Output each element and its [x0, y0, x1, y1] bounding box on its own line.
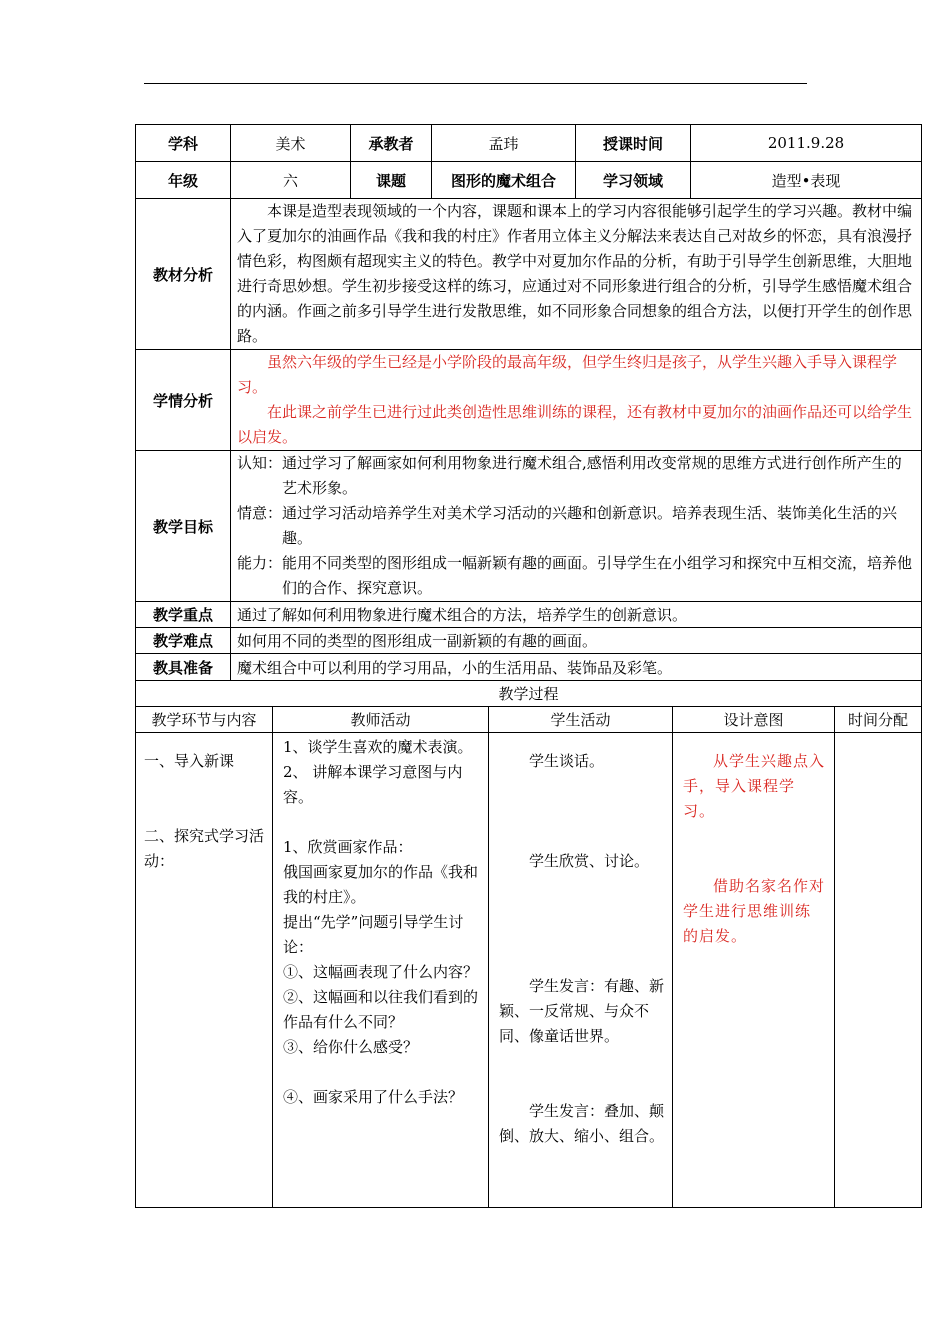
time-value: 2011.9.28 [691, 125, 922, 162]
difficulty-label: 教学难点 [136, 628, 231, 654]
tools-label: 教具准备 [136, 654, 231, 681]
col-teacher: 教师活动 [273, 707, 489, 733]
material-label: 教材分析 [136, 199, 231, 350]
stage-intro: 一、导入新课 [144, 752, 235, 770]
lesson-info-table [135, 124, 922, 681]
teacher-question: ②、这幅画和以往我们看到的作品有什么不同？ [283, 988, 479, 1031]
stage-cell [136, 733, 273, 1208]
teacher-item: 俄国画家夏加尔的作品《我和我的村庄》。 [283, 863, 479, 906]
teacher-label: 承教者 [351, 125, 432, 162]
stage-explore: 二、探究式学习活动： [144, 827, 265, 870]
student-item: 学生谈话。 [529, 752, 605, 770]
col-student: 学生活动 [489, 707, 673, 733]
time-label: 授课时间 [576, 125, 691, 162]
intent-item: 从学生兴趣点入手，导入课程学习。 [683, 752, 826, 820]
students-para-2: 在此课之前学生已进行过此类创造性思维训练的课程，还有教材中夏加尔的油画作品还可以给学生以启发。 [237, 403, 913, 446]
students-label: 学情分析 [136, 350, 231, 451]
design-intent-cell [673, 733, 835, 1208]
teaching-objectives [231, 451, 922, 602]
intent-item: 借助名家名作对学生进行思维训练的启发。 [683, 877, 826, 945]
material-text: 本课是造型表现领域的一个内容，课题和课本上的学习内容很能够引起学生的学习兴趣。教材中编入了夏加尔的油画作品《我和我的村庄》作者用立体主义分解法来表达自己对故乡的怀恋，具有浪漫抒情色彩，构图颇有超现实主义的特色。教学中对夏加尔作品的分析，有助于引导学生创新思维，大胆地进行奇思妙想。学生初步接受这样的练习，应通过对不同形象进行组合的分析，引导学生感悟魔术组合的内涵。作画之前多引导学生进行发散思维，如不同形象合同想象的组合方法，以便打开学生的创作思路。 [237, 202, 913, 345]
objective-emotion: 情意：通过学习活动培养学生对美术学习活动的兴趣和创新意识。培养表现生活、装饰美化生活的兴趣。 [237, 504, 898, 547]
tools-text: 魔术组合中可以利用的学习用品，小的生活用品、装饰品及彩笔。 [231, 654, 922, 681]
student-item: 学生发言：叠加、颠倒、放大、缩小、组合。 [499, 1102, 665, 1145]
time-allocation-cell [835, 733, 922, 1208]
grade-value: 六 [231, 162, 351, 199]
teacher-activity-cell [273, 733, 489, 1208]
material-analysis [231, 199, 922, 350]
grade-label: 年级 [136, 162, 231, 199]
col-stage: 教学环节与内容 [136, 707, 273, 733]
subject-value: 美术 [231, 125, 351, 162]
teacher-question: ①、这幅画表现了什么内容？ [283, 963, 479, 981]
teacher-question: ③、给你什么感受？ [283, 1038, 419, 1056]
key-point-label: 教学重点 [136, 602, 231, 628]
teacher-item: 1、欣赏画家作品： [283, 838, 413, 856]
objective-cognition: 认知：通过学习了解画家如何利用物象进行魔术组合,感悟利用改变常规的思维方式进行创作所产生的艺术形象。 [237, 454, 902, 497]
subject-label: 学科 [136, 125, 231, 162]
objective-ability: 能力：能用不同类型的图形组成一幅新颖有趣的画面。引导学生在小组学习和探究中互相交流，培养他们的合作、探究意识。 [237, 554, 913, 597]
col-time: 时间分配 [835, 707, 922, 733]
col-intent: 设计意图 [673, 707, 835, 733]
teaching-process-table [135, 680, 922, 1208]
teacher-value: 孟玮 [432, 125, 576, 162]
student-analysis [231, 350, 922, 451]
topic-value: 图形的魔术组合 [432, 162, 576, 199]
teacher-item: 1、谈学生喜欢的魔术表演。 [283, 738, 473, 756]
teacher-item: 提出“先学”问题引导学生讨论： [283, 913, 464, 956]
difficulty-text: 如何用不同的类型的图形组成一副新颖的有趣的画面。 [231, 628, 922, 654]
student-item: 学生发言：有趣、新颖、一反常规、与众不同、像童话世界。 [499, 977, 665, 1045]
domain-label: 学习领域 [576, 162, 691, 199]
student-item: 学生欣赏、讨论。 [529, 852, 650, 870]
student-activity-cell [489, 733, 673, 1208]
topic-label: 课题 [351, 162, 432, 199]
teacher-question: ④、画家采用了什么手法？ [283, 1088, 464, 1106]
header-rule [144, 83, 807, 84]
students-para-1: 虽然六年级的学生已经是小学阶段的最高年级，但学生终归是孩子，从学生兴趣入手导入课程学习。 [237, 353, 898, 396]
teacher-item: 2、 讲解本课学习意图与内容。 [283, 763, 463, 806]
objectives-label: 教学目标 [136, 451, 231, 602]
domain-value: 造型•表现 [691, 162, 922, 199]
key-point-text: 通过了解如何利用物象进行魔术组合的方法，培养学生的创新意识。 [231, 602, 922, 628]
process-title: 教学过程 [136, 681, 922, 707]
